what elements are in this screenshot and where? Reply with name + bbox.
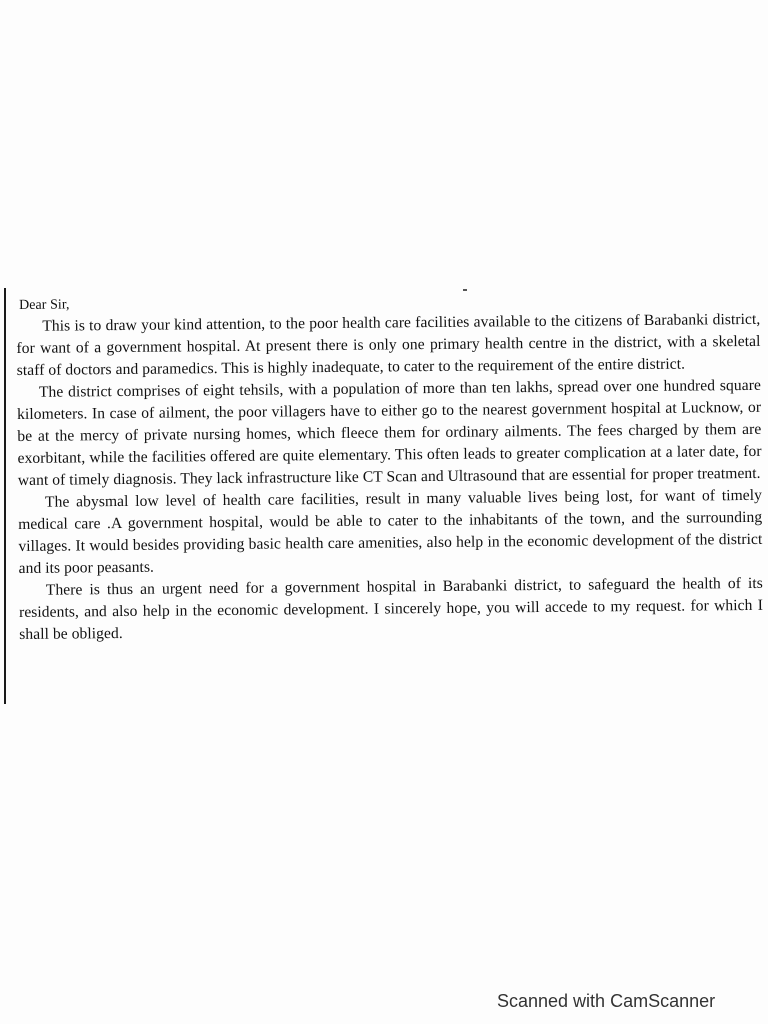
paragraph-1: This is to draw your kind attention, to the poor health care facilities available to the citizens of Barabanki district, for want of a government hospital. At present there is only one primary health centre in the district, with a skeletal staff of doctors and paramedics. This is highly inadequate, to cater to the requirement of the entire district. [16,310,761,379]
letter-body [16,289,763,646]
paragraph-2: The district comprises of eight tehsils, with a population of more than ten lakhs, spread over one hundred square kilometers. In case of ailment, the poor villagers have to either go to the nearest government hospital at Lucknow, or be at the mercy of private nursing homes, which fleece them for ordinary ailments. The fees charged by them are exorbitant, while the facilities offered are quite elementary. This often leads to greater complication at a later date, for want of timely diagnosis. They lack infrastructure like CT Scan and Ultrasound that are essential for proper treatment. [17,376,762,489]
camscanner-watermark: Scanned with CamScanner [497,991,716,1011]
paragraph-4: There is thus an urgent need for a government hospital in Barabanki district, to safeguard the health of its residents, and also help in the economic development. I sincerely hope, you will accede to my request. for which I shall be obliged. [18,574,764,643]
page-edge-line [4,288,6,704]
salutation: Dear Sir, [19,297,70,313]
paragraph-3: The abysmal low level of health care facilities, result in many valuable lives being lost, for want of timely medical care .A government hospital, would be able to cater to the inhabitants of the town, and the surrounding villages. It would besides providing basic health care amenities, also help in the economic development of the district and its poor peasants. [18,486,763,577]
